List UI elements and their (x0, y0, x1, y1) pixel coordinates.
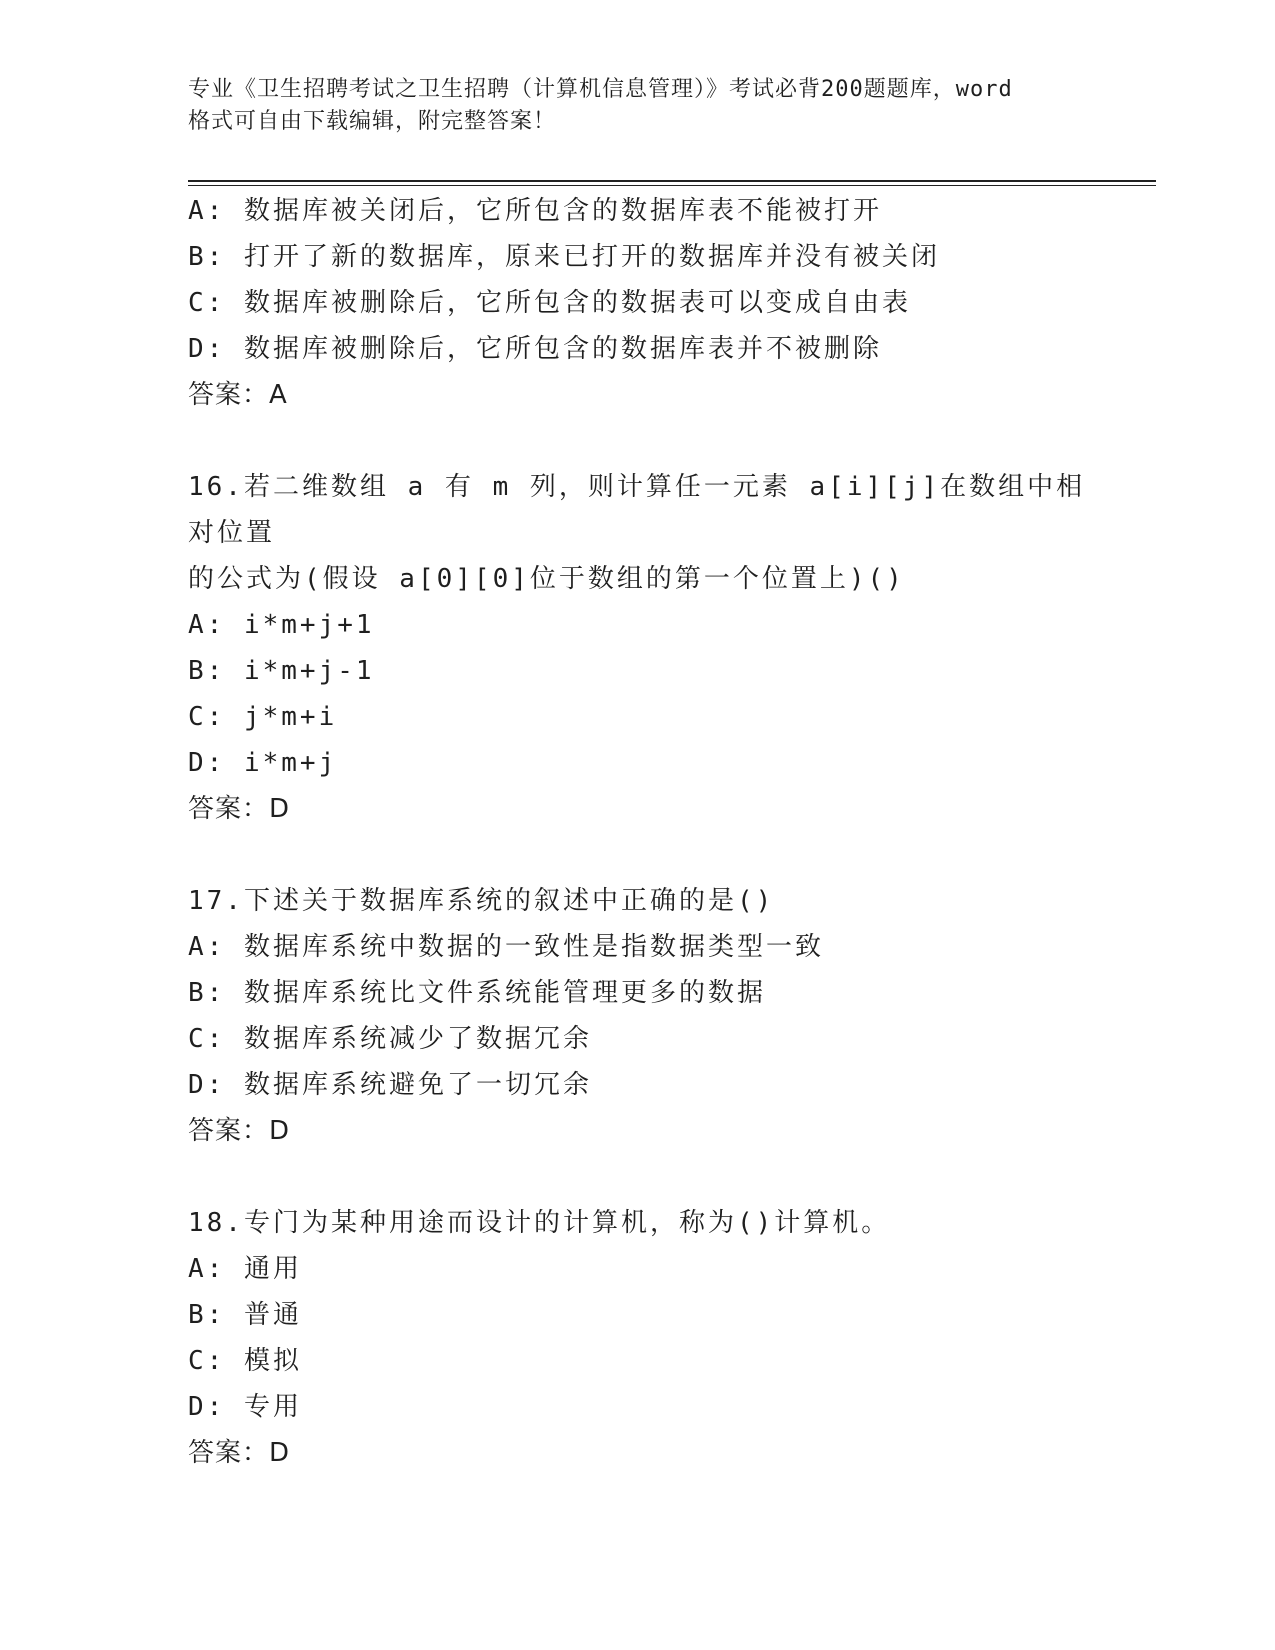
header-line-1: 专业《卫生招聘考试之卫生招聘（计算机信息管理）》考试必背200题题库，word (188, 77, 1013, 102)
option-b: B: i*m+j-1 (188, 656, 375, 686)
option-c: C: j*m+i (188, 702, 338, 732)
option-d: D: i*m+j (188, 748, 338, 778)
question-list (188, 188, 1088, 1476)
option-b: B: 数据库系统比文件系统能管理更多的数据 (188, 978, 766, 1008)
answer-label: 答案：D (188, 794, 291, 824)
question-block-16 (188, 464, 1088, 832)
header-divider-thin (188, 185, 1156, 186)
question-block-partial (188, 188, 1088, 418)
option-a: A: 通用 (188, 1254, 302, 1284)
answer-label: 答案：D (188, 1438, 291, 1468)
question-text-line-2: 的公式为(假设 a[0][0]位于数组的第一个位置上)() (188, 564, 905, 594)
question-text-line-1: 16.若二维数组 a 有 m 列，则计算任一元素 a[i][j]在数组中相对位置 (188, 472, 1086, 548)
option-b: B: 打开了新的数据库，原来已打开的数据库并没有被关闭 (188, 242, 940, 272)
answer-label: 答案：D (188, 1116, 291, 1146)
answer-label: 答案：A (188, 380, 288, 410)
option-a: A: 数据库被关闭后，它所包含的数据库表不能被打开 (188, 196, 882, 226)
header-line-2: 格式可自由下载编辑，附完整答案！ (188, 109, 557, 134)
question-text-line-1: 17.下述关于数据库系统的叙述中正确的是() (188, 886, 775, 916)
question-block-17 (188, 878, 1088, 1154)
option-d: D: 数据库系统避免了一切冗余 (188, 1070, 592, 1100)
option-a: A: 数据库系统中数据的一致性是指数据类型一致 (188, 932, 824, 962)
question-text-line-1: 18.专门为某种用途而设计的计算机，称为()计算机。 (188, 1208, 891, 1238)
document-header (188, 74, 1078, 138)
question-block-18 (188, 1200, 1088, 1476)
option-a: A: i*m+j+1 (188, 610, 375, 640)
option-b: B: 普通 (188, 1300, 302, 1330)
header-divider-thick (188, 180, 1156, 182)
option-c: C: 数据库被删除后，它所包含的数据表可以变成自由表 (188, 288, 911, 318)
option-d: D: 数据库被删除后，它所包含的数据库表并不被删除 (188, 334, 882, 364)
option-d: D: 专用 (188, 1392, 302, 1422)
option-c: C: 模拟 (188, 1346, 302, 1376)
option-c: C: 数据库系统减少了数据冗余 (188, 1024, 592, 1054)
